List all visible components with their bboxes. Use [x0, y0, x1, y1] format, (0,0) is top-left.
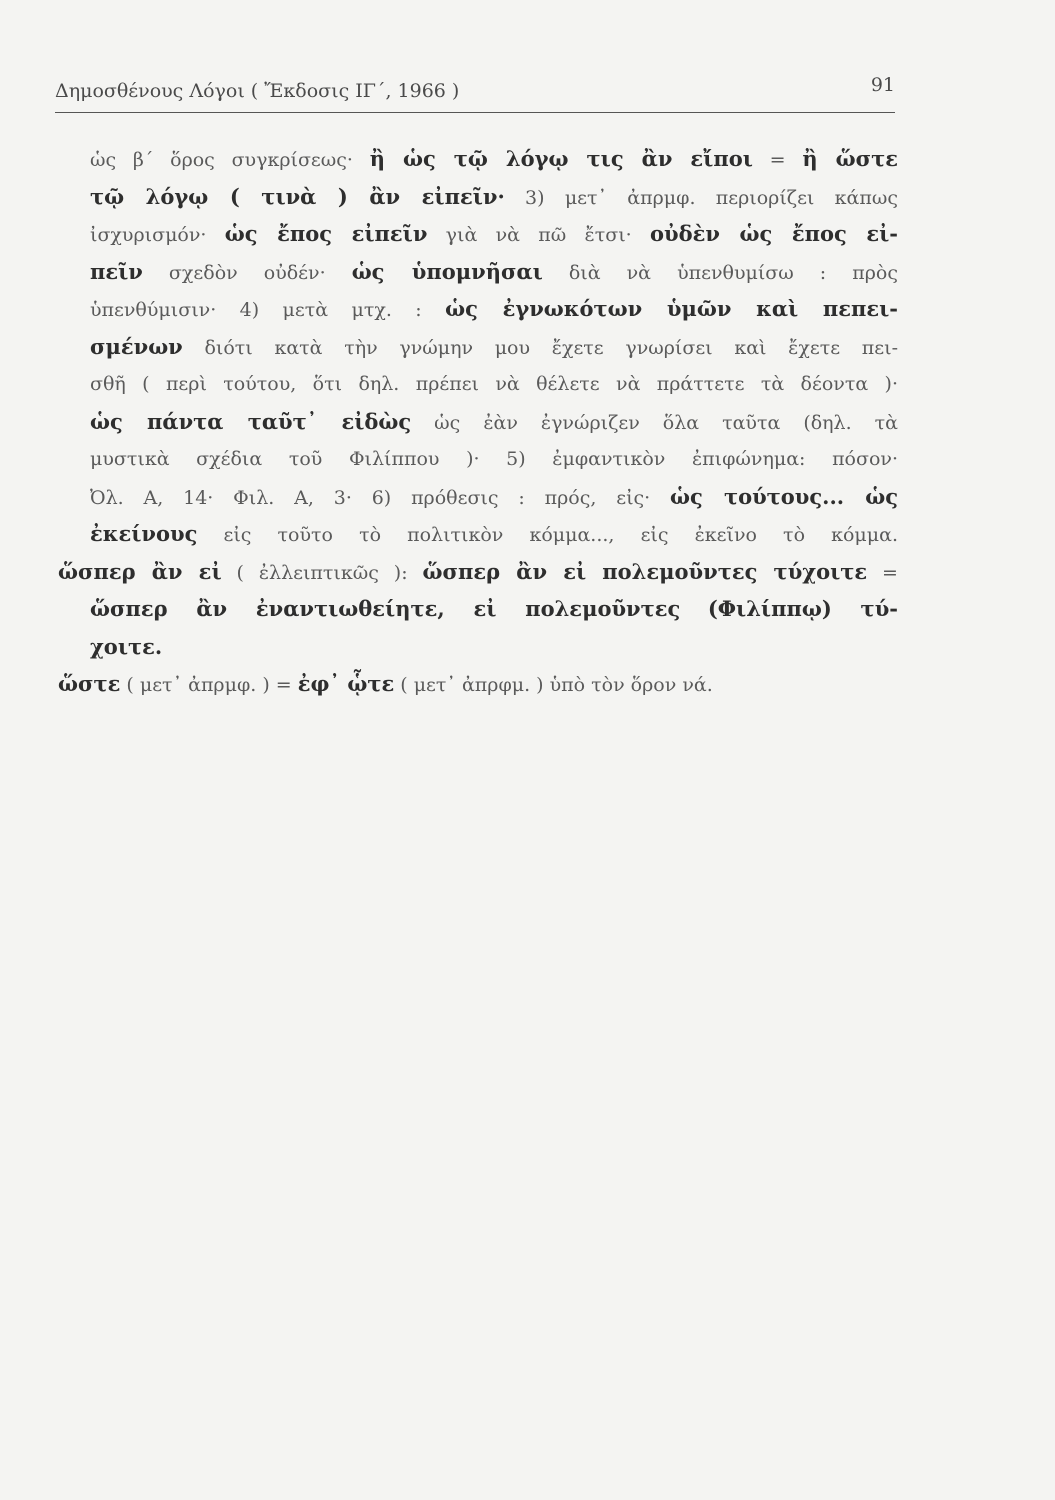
text-line [90, 253, 898, 291]
lemma-text: ἐφ᾽ ᾧτε [297, 671, 395, 696]
lemma-text: ὡς τούτους... ὡς [670, 483, 898, 509]
lemma-text: ὥστε [58, 671, 121, 696]
text-line [90, 178, 898, 216]
body-text [58, 140, 910, 703]
lemma-text: τῷ λόγῳ ( τινὰ ) ἂν εἰπεῖν· [90, 183, 505, 209]
gloss-text: ( μετ᾽ ἀπρφμ. ) ὑπὸ τὸν ὅρον νά. [394, 674, 713, 696]
gloss-text: ὡς ἐὰν ἐγνώριζεν ὅλα ταῦτα (δηλ. τὰ [411, 411, 898, 434]
gloss-text: διὰ νὰ ὑπενθυμίσω : πρὸς [542, 261, 899, 284]
gloss-text: = [752, 149, 803, 171]
lemma-text: πεῖν [90, 258, 143, 284]
lemma-text: ὥσπερ ἂν εἰ [58, 558, 222, 584]
lemma-text: ὡς ἐγνωκότων ὑμῶν καὶ πεπει- [445, 296, 898, 321]
gloss-text: σχεδὸν οὐδέν· [142, 261, 352, 284]
header-title: Δημοσθένους Λόγοι ( Ἔκδοσις ΙΓ΄, 1966 ) [55, 80, 460, 102]
gloss-text: ἰσχυρισμόν· [90, 224, 225, 246]
text-line [58, 553, 898, 591]
lemma-text: σμένων [90, 333, 183, 359]
gloss-text [680, 599, 708, 621]
lemma-text: ἢ ὡς τῷ λόγῳ τις ἂν εἴποι [369, 146, 753, 171]
gloss-text: μυστικὰ σχέδια τοῦ Φιλίππου )· 5) ἐμφαντικὸν ἐπιφώνημα: πόσον· [90, 448, 898, 470]
gloss-text: = [867, 561, 898, 584]
lemma-text: ὡς ἔπος εἰπεῖν [224, 221, 428, 246]
text-line [90, 365, 898, 403]
gloss-text: εἰς τοῦτο τὸ πολιτικὸν κόμμα..., εἰς ἐκεῖνο τὸ κόμμα. [197, 524, 898, 546]
gloss-text: ( ἐλλειπτικῶς ): [221, 561, 423, 584]
text-line [90, 440, 898, 478]
text-line [90, 140, 898, 178]
gloss-text: ( μετ᾽ ἀπρμφ. ) = [120, 674, 298, 696]
lemma-text: ὡς πάντα ταῦτ᾽ εἰδὼς [90, 408, 412, 434]
lemma-text: ἐκείνους [90, 521, 198, 546]
text-line [90, 515, 898, 553]
lemma-text: ὥσπερ ἂν εἰ πολεμοῦντες τύχοιτε [422, 558, 868, 584]
lemma-text: (Φιλίππῳ) τύ- [707, 596, 898, 621]
text-line [90, 590, 898, 628]
text-line [90, 403, 898, 441]
gloss-text: σθῆ ( περὶ τούτου, ὅτι δηλ. πρέπει νὰ θέλετε νὰ πράττετε τὰ δέοντα )· [90, 373, 898, 395]
gloss-text: 3) μετ᾽ ἀπρμφ. περιορίζει κάπως [504, 186, 898, 209]
gloss-text: ὑπενθύμισιν· 4) μετὰ μτχ. : [90, 299, 446, 321]
gloss-text: διότι κατὰ τὴν γνώμην μου ἔχετε γνωρίσει καὶ ἔχετε πει- [182, 336, 898, 359]
text-line [90, 215, 898, 253]
text-line [90, 628, 910, 666]
lemma-text: ὥσπερ ἂν ἐναντιωθείητε, εἰ πολεμοῦντες [90, 596, 681, 621]
lemma-text: χοιτε. [90, 633, 163, 659]
text-line [58, 665, 910, 703]
lemma-text: οὐδὲν ὡς ἔπος εἰ- [650, 221, 898, 246]
gloss-text: Ὀλ. Α, 14· Φιλ. Α, 3· 6) πρόθεσις : πρός, εἰς· [90, 486, 671, 509]
running-header [55, 72, 895, 113]
gloss-text: ὡς β΄ ὅρος συγκρίσεως· [90, 149, 370, 171]
text-line [90, 328, 898, 366]
lemma-text: ὡς ὑπομνῆσαι [351, 258, 543, 284]
text-line [90, 290, 898, 328]
lemma-text: ἢ ὥστε [802, 146, 898, 171]
text-line [90, 478, 898, 516]
page-number: 91 [870, 74, 895, 96]
gloss-text: γιὰ νὰ πῶ ἔτσι· [427, 224, 651, 246]
